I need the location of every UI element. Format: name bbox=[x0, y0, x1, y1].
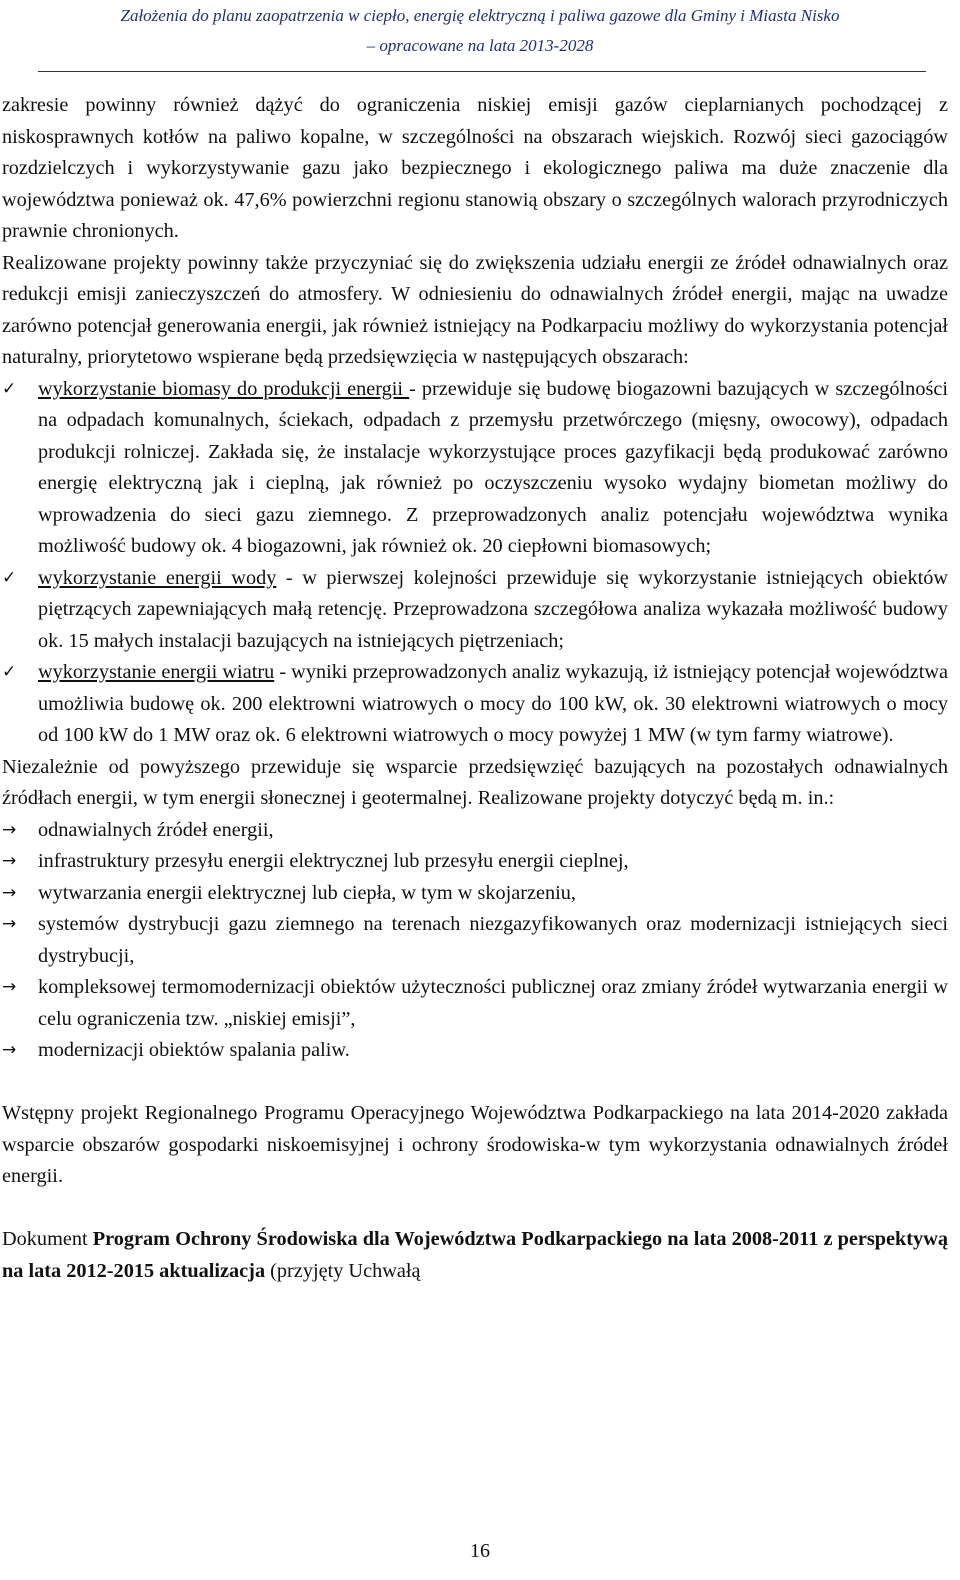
item-text: modernizacji obiektów spalania paliw. bbox=[38, 1039, 350, 1061]
item-title: wykorzystanie energii wiatru bbox=[38, 661, 275, 683]
arrow-list-item bbox=[2, 846, 948, 878]
spacer bbox=[2, 1067, 948, 1099]
check-icon: ✓ bbox=[2, 662, 17, 682]
document-body bbox=[2, 90, 948, 1287]
paragraph-tail: (przyjęty Uchwałą bbox=[265, 1259, 421, 1282]
arrow-list bbox=[2, 815, 948, 1067]
check-icon: ✓ bbox=[2, 378, 17, 399]
paragraph bbox=[2, 1224, 948, 1287]
arrow-right-icon: → bbox=[2, 882, 17, 903]
check-list-item bbox=[2, 374, 948, 563]
item-text: - wyniki przeprowadzonych analiz wykazują, iż istniejący potencjał województwa umożliwia budowę ok. 200 elektrowni wiatrowych o mocy do 100 kW, ok. 30 elektrowni wiatrowych o mocy od 100 kW do 1 MW oraz ok. 6 elektrowni wiatrowych o mocy powyżej 1 MW (w tym farmy wiatrowe). bbox=[38, 661, 949, 746]
check-list bbox=[2, 374, 948, 752]
check-list-item bbox=[2, 657, 948, 752]
item-text: - przewiduje się budowę biogazowni bazujących w szczególności na odpadach komunalnych, ściekach, odpadach z przemysłu przetwórczego (mięsny, owocowy), odpadach produkcji rolniczej. Zakłada się, że instalacje wykorzystujące proces gazyfikacji będą produkować zarówno energię elektryczną jak i cieplną, jak również po oczyszczeniu wysoko wydajny biometan możliwy do wprowadzenia do sieci gazu ziemnego. Z przeprowadzonych analiz potencjału województwa wynika możliwość budowy ok. 4 biogazowni, jak również ok. 20 ciepłowni biomasowych; bbox=[38, 377, 948, 557]
item-title: wykorzystanie energii wody bbox=[38, 566, 277, 589]
item-text: - w pierwszej kolejności przewiduje się wykorzystanie istniejących obiektów piętrzących zapewniających małą retencję. Przeprowadzona szczegółowa analiza wykazała możliwość budowy ok. 15 małych instalacji bazujących na istniejących piętrzeniach; bbox=[38, 566, 949, 652]
item-text: systemów dystrybucji gazu ziemnego na terenach niezgazyfikowanych oraz modernizacji istniejących sieci dystrybucji, bbox=[38, 913, 948, 967]
page-number: 16 bbox=[470, 1540, 490, 1562]
arrow-right-icon: → bbox=[2, 851, 17, 871]
arrow-right-icon: → bbox=[2, 914, 17, 934]
paragraph: Niezależnie od powyższego przewiduje się wsparcie przedsięwzięć bazujących na pozostałych odnawialnych źródłach energii, w tym energii słonecznej i geotermalnej. Realizowane projekty dotyczyć będą m. in.: bbox=[2, 755, 948, 809]
item-text: wytwarzania energii elektrycznej lub ciepła, w tym w skojarzeniu, bbox=[38, 881, 576, 904]
arrow-right-icon: → bbox=[2, 1040, 17, 1060]
paragraph: zakresie powinny również dążyć do ograniczenia niskiej emisji gazów cieplarnianych pochodzącej z niskosprawnych kotłów na paliwo kopalne, w szczególności na obszarach wiejskich. Rozwój sieci gazociągów rozdzielczych i wykorzystywanie gazu jako bezpiecznego i ekologicznego paliwa ma duże znaczenie dla województwa ponieważ ok. 47,6% powierzchni regionu stanowią obszary o szczególnych walorach przyrodniczych prawnie chronionych. bbox=[2, 94, 948, 242]
paragraph: Realizowane projekty powinny także przyczyniać się do zwiększenia udziału energii ze źródeł odnawialnych oraz redukcji emisji zanieczyszczeń do atmosfery. W odniesieniu do odnawialnych źródeł energii, mając na uwadze zarówno potencjał generowania energii, jak również istniejący na Podkarpaciu możliwy do wykorzystania potencjał naturalny, priorytetowo wspierane będą przedsięwzięcia w następujących obszarach: bbox=[2, 251, 948, 368]
spacer bbox=[2, 1193, 948, 1225]
document-title: Program Ochrony Środowiska dla Województwa Podkarpackiego na lata 2008-2011 z perspektywą na lata 2012-2015 aktualizacja bbox=[2, 1228, 948, 1282]
item-text: kompleksowej termomodernizacji obiektów użyteczności publicznej oraz zmiany źródeł wytwarzania energii w celu ograniczenia tzw. „niskiej emisji”, bbox=[38, 976, 948, 1030]
arrow-right-icon: → bbox=[2, 819, 17, 840]
check-list-item bbox=[2, 563, 948, 658]
item-title: wykorzystanie biomasy do produkcji energii bbox=[38, 377, 410, 400]
item-text: infrastruktury przesyłu energii elektrycznej lub przesyłu energii cieplnej, bbox=[38, 850, 629, 872]
item-text: odnawialnych źródeł energii, bbox=[38, 818, 274, 841]
check-icon: ✓ bbox=[2, 567, 17, 588]
arrow-list-item bbox=[2, 878, 948, 910]
arrow-right-icon: → bbox=[2, 977, 17, 997]
header-subtitle: – opracowane na lata 2013-2028 bbox=[366, 36, 594, 55]
arrow-list-item bbox=[2, 972, 948, 1035]
arrow-list-item bbox=[2, 909, 948, 972]
arrow-list-item bbox=[2, 1035, 948, 1067]
paragraph-lead: Dokument bbox=[2, 1228, 93, 1250]
paragraph: Wstępny projekt Regionalnego Programu Operacyjnego Województwa Podkarpackiego na lata 2014-2020 zakłada wsparcie obszarów gospodarki niskoemisyjnej i ochrony środowiska-w tym wykorzystania odnawialnych źródeł energii. bbox=[2, 1102, 948, 1187]
header-title: Założenia do planu zaopatrzenia w ciepło, energię elektryczną i paliwa gazowe dla Gminy i Miasta Nisko bbox=[120, 6, 840, 25]
arrow-list-item bbox=[2, 815, 948, 847]
header-rule bbox=[38, 71, 926, 72]
